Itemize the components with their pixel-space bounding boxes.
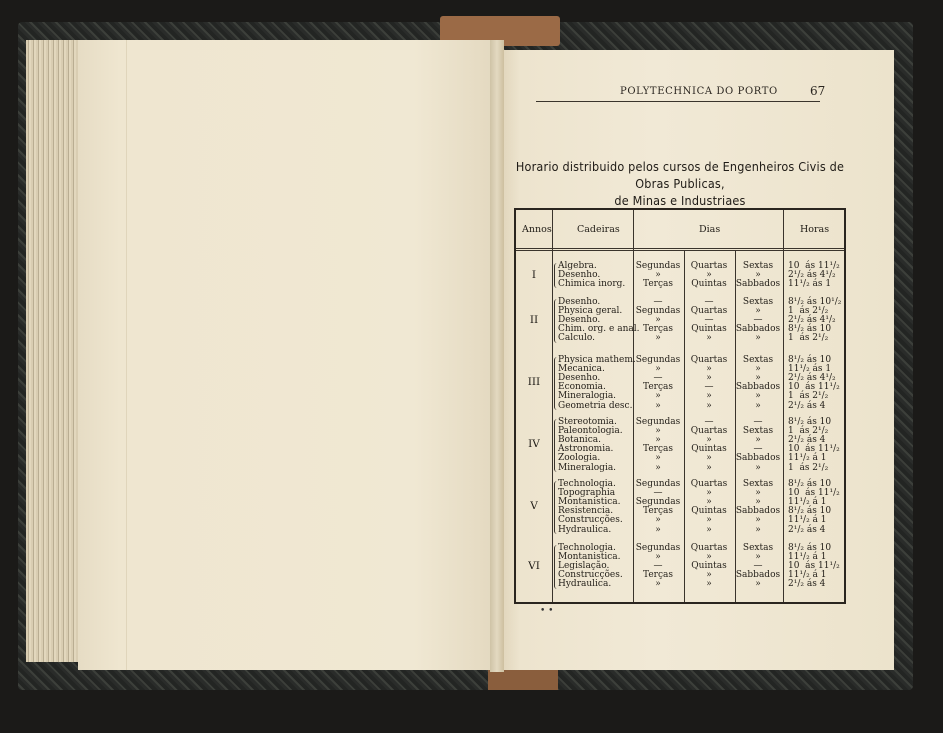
col-rule	[552, 210, 553, 602]
subject-cell: Mineralogia.	[558, 391, 617, 402]
gutter	[490, 40, 504, 672]
subject-cell: Resistencia.	[558, 506, 614, 517]
subject-cell: Technologia.	[558, 479, 616, 489]
subject-cell: Calculo.	[558, 333, 595, 344]
header-annos: Annos	[522, 224, 552, 235]
hours-cell: 11¹/₂ á 1	[788, 453, 827, 464]
hours-cell: 8¹/₂ ás 10	[788, 324, 832, 335]
day-cell: —	[704, 417, 714, 427]
header-rule	[536, 101, 820, 102]
title-line-2: de Minas e Industriaes	[614, 193, 746, 208]
day-cell: »	[655, 435, 661, 446]
day-cell: »	[755, 497, 761, 508]
day-cell: Quartas	[690, 426, 728, 437]
subject-cell: Physica mathem.	[558, 355, 636, 365]
day-cell: »	[755, 488, 761, 499]
hours-cell: 2¹/₂ ás 4	[788, 579, 826, 590]
day-cell: Segundas	[635, 261, 681, 271]
day-cell: —	[653, 561, 663, 572]
day-cell: »	[706, 515, 712, 526]
year-numeral: II	[529, 313, 539, 326]
subject-cell: Legislação.	[558, 561, 610, 572]
subject-cell: Montanistica.	[558, 552, 621, 563]
day-cell: »	[706, 552, 712, 563]
page-edges	[26, 40, 84, 662]
hours-cell: 11¹/₂ ás 1	[788, 364, 832, 375]
day-cell: —	[753, 315, 763, 326]
day-cell: »	[755, 515, 761, 526]
day-cell: »	[706, 488, 712, 499]
page-number: 67	[810, 84, 826, 98]
day-cell: —	[653, 488, 663, 499]
day-cell: Sabbados	[735, 453, 781, 464]
year-numeral: IV	[528, 438, 540, 451]
header-rule	[516, 248, 844, 249]
subject-cell: Economia.	[558, 382, 606, 393]
subject-cell: Mecanica.	[558, 364, 605, 375]
running-head: POLYTECHNICA DO PORTO	[620, 86, 778, 97]
hours-cell: 11¹/₂ á 1	[788, 497, 827, 508]
day-cell: Terças	[643, 324, 673, 335]
hours-cell: 8¹/₂ ás 10	[788, 479, 832, 489]
header-horas: Horas	[800, 224, 830, 235]
subject-cell: Physica geral.	[558, 306, 623, 317]
day-cell: Quartas	[690, 543, 728, 553]
day-cell: »	[655, 391, 661, 402]
day-cell: »	[655, 453, 661, 464]
subject-cell: Zoologia.	[558, 453, 601, 464]
day-cell: »	[655, 462, 661, 473]
day-cell: —	[753, 444, 763, 455]
day-cell: Terças	[643, 570, 673, 581]
day-cell: Quintas	[691, 444, 727, 455]
day-cell: »	[706, 364, 712, 375]
day-cell: »	[655, 315, 661, 326]
day-cell: »	[755, 270, 761, 281]
day-cell: Quartas	[690, 479, 728, 489]
hours-cell: 1 ás 2¹/₂	[788, 306, 829, 317]
footer-mark: • •	[540, 606, 554, 616]
day-cell: Sabbados	[735, 382, 781, 393]
hours-cell: 10 ás 11¹/₂	[788, 261, 840, 271]
day-cell: »	[755, 333, 761, 344]
day-cell: »	[706, 400, 712, 411]
day-cell: »	[755, 373, 761, 384]
day-cell: Sextas	[742, 479, 774, 489]
hours-cell: 10 ás 11¹/₂	[788, 444, 840, 455]
day-cell: »	[706, 497, 712, 508]
day-cell: »	[706, 333, 712, 344]
subject-cell: Technologia.	[558, 543, 616, 553]
day-cell: Sabbados	[735, 570, 781, 581]
day-cell: Segundas	[635, 417, 681, 427]
day-cell: »	[655, 579, 661, 590]
day-cell: »	[755, 552, 761, 563]
hours-cell: 2¹/₂ ás 4¹/₂	[788, 373, 836, 384]
subject-cell: Topographia	[558, 488, 616, 499]
day-cell: Sextas	[742, 297, 774, 307]
subject-cell: Desenho.	[558, 373, 601, 384]
day-cell: —	[653, 373, 663, 384]
day-cell: »	[755, 579, 761, 590]
hours-cell: 1 ás 2¹/₂	[788, 462, 829, 473]
day-cell: Terças	[643, 444, 673, 455]
day-cell: »	[755, 462, 761, 473]
day-cell: —	[704, 297, 714, 307]
col-rule	[783, 210, 784, 602]
day-cell: Segundas	[635, 497, 681, 508]
day-cell: »	[706, 462, 712, 473]
subject-cell: Botanica.	[558, 435, 601, 446]
day-cell: Quartas	[690, 306, 728, 317]
hours-cell: 11¹/₂ á 1	[788, 515, 827, 526]
day-cell: »	[655, 524, 661, 535]
day-cell: »	[706, 391, 712, 402]
hours-cell: 1 ás 2¹/₂	[788, 333, 829, 344]
day-cell: »	[706, 570, 712, 581]
hours-cell: 2¹/₂ ás 4¹/₂	[788, 315, 836, 326]
subject-cell: Chimica inorg.	[558, 279, 626, 290]
day-cell: —	[704, 315, 714, 326]
day-cell: »	[755, 435, 761, 446]
day-cell: Quartas	[690, 355, 728, 365]
day-cell: Quintas	[691, 324, 727, 335]
hours-cell: 2¹/₂ ás 4	[788, 435, 826, 446]
day-cell: »	[655, 333, 661, 344]
hours-cell: 11¹/₂ á 1	[788, 552, 827, 563]
hours-cell: 10 ás 11¹/₂	[788, 382, 840, 393]
day-cell: Sextas	[742, 355, 774, 365]
day-cell: Sextas	[742, 261, 774, 271]
day-cell: »	[755, 306, 761, 317]
hours-cell: 2¹/₂ ás 4¹/₂	[788, 270, 836, 281]
year-numeral: VI	[528, 559, 540, 572]
day-cell: »	[655, 270, 661, 281]
day-cell: —	[753, 561, 763, 572]
hours-cell: 1 ás 2¹/₂	[788, 391, 829, 402]
day-cell: Segundas	[635, 306, 681, 317]
year-numeral: III	[527, 376, 541, 389]
left-page	[78, 40, 498, 670]
subject-cell: Geometria desc.	[558, 400, 633, 411]
timetable	[514, 208, 846, 604]
header-cadeiras: Cadeiras	[577, 224, 620, 235]
day-cell: —	[753, 417, 763, 427]
table-title	[510, 158, 850, 209]
day-cell: Segundas	[635, 355, 681, 365]
subject-cell: Mineralogia.	[558, 462, 617, 473]
day-cell: —	[653, 297, 663, 307]
hours-cell: 2¹/₂ ás 4	[788, 524, 826, 535]
year-numeral: I	[531, 268, 537, 281]
day-cell: »	[755, 391, 761, 402]
day-cell: Quintas	[691, 506, 727, 517]
day-cell: »	[655, 426, 661, 437]
hours-cell: 10 ás 11¹/₂	[788, 488, 840, 499]
hours-cell: 11¹/₂ á 1	[788, 570, 827, 581]
day-cell: »	[655, 364, 661, 375]
day-cell: »	[755, 364, 761, 375]
day-cell: Terças	[643, 506, 673, 517]
subject-cell: Astronomia.	[558, 444, 614, 455]
subject-cell: Desenho.	[558, 315, 601, 326]
title-line-1: Horario distribuido pelos cursos de Engenheiros Civis de Obras Publicas,	[515, 159, 845, 191]
day-cell: Segundas	[635, 479, 681, 489]
subject-cell: Hydraulica.	[558, 579, 612, 590]
day-cell: Sextas	[742, 426, 774, 437]
day-cell: »	[655, 400, 661, 411]
subject-cell: Algebra.	[558, 261, 597, 271]
hours-cell: 8¹/₂ ás 10	[788, 355, 832, 365]
hours-cell: 8¹/₂ ás 10	[788, 417, 832, 427]
day-cell: Quintas	[691, 279, 727, 290]
day-cell: Quintas	[691, 561, 727, 572]
subject-cell: Desenho.	[558, 297, 601, 307]
header-dias: Dias	[699, 224, 721, 235]
day-cell: Sabbados	[735, 506, 781, 517]
day-cell: »	[655, 552, 661, 563]
subject-cell: Paleontologia.	[558, 426, 623, 437]
subject-cell: Chim. org. e anal.	[558, 324, 640, 335]
hours-cell: 11¹/₂ ás 1	[788, 279, 832, 290]
hours-cell: 10 ás 11¹/₂	[788, 561, 840, 572]
hours-cell: 8¹/₂ ás 10	[788, 543, 832, 553]
day-cell: —	[704, 382, 714, 393]
day-cell: Terças	[643, 279, 673, 290]
day-cell: »	[706, 579, 712, 590]
day-cell: »	[706, 270, 712, 281]
day-cell: Sabbados	[735, 279, 781, 290]
hours-cell: 8¹/₂ ás 10¹/₂	[788, 297, 842, 307]
hours-cell: 8¹/₂ ás 10	[788, 506, 832, 517]
day-cell: Sextas	[742, 543, 774, 553]
header-rule	[516, 250, 844, 251]
hours-cell: 1 ás 2¹/₂	[788, 426, 829, 437]
day-cell: »	[706, 435, 712, 446]
day-cell: »	[706, 373, 712, 384]
day-cell: Sabbados	[735, 324, 781, 335]
day-cell: Segundas	[635, 543, 681, 553]
day-cell: »	[655, 515, 661, 526]
day-cell: »	[755, 400, 761, 411]
day-cell: Terças	[643, 382, 673, 393]
hours-cell: 2¹/₂ ás 4	[788, 400, 826, 411]
year-numeral: V	[530, 500, 538, 513]
day-cell: »	[706, 524, 712, 535]
day-cell: »	[706, 453, 712, 464]
subject-cell: Construcções.	[558, 515, 623, 526]
subject-cell: Montanistica.	[558, 497, 621, 508]
day-cell: »	[755, 524, 761, 535]
subject-cell: Construcções.	[558, 570, 623, 581]
subject-cell: Hydraulica.	[558, 524, 612, 535]
day-cell: Quartas	[690, 261, 728, 271]
subject-cell: Desenho.	[558, 270, 601, 281]
subject-cell: Stereotomia.	[558, 417, 617, 427]
